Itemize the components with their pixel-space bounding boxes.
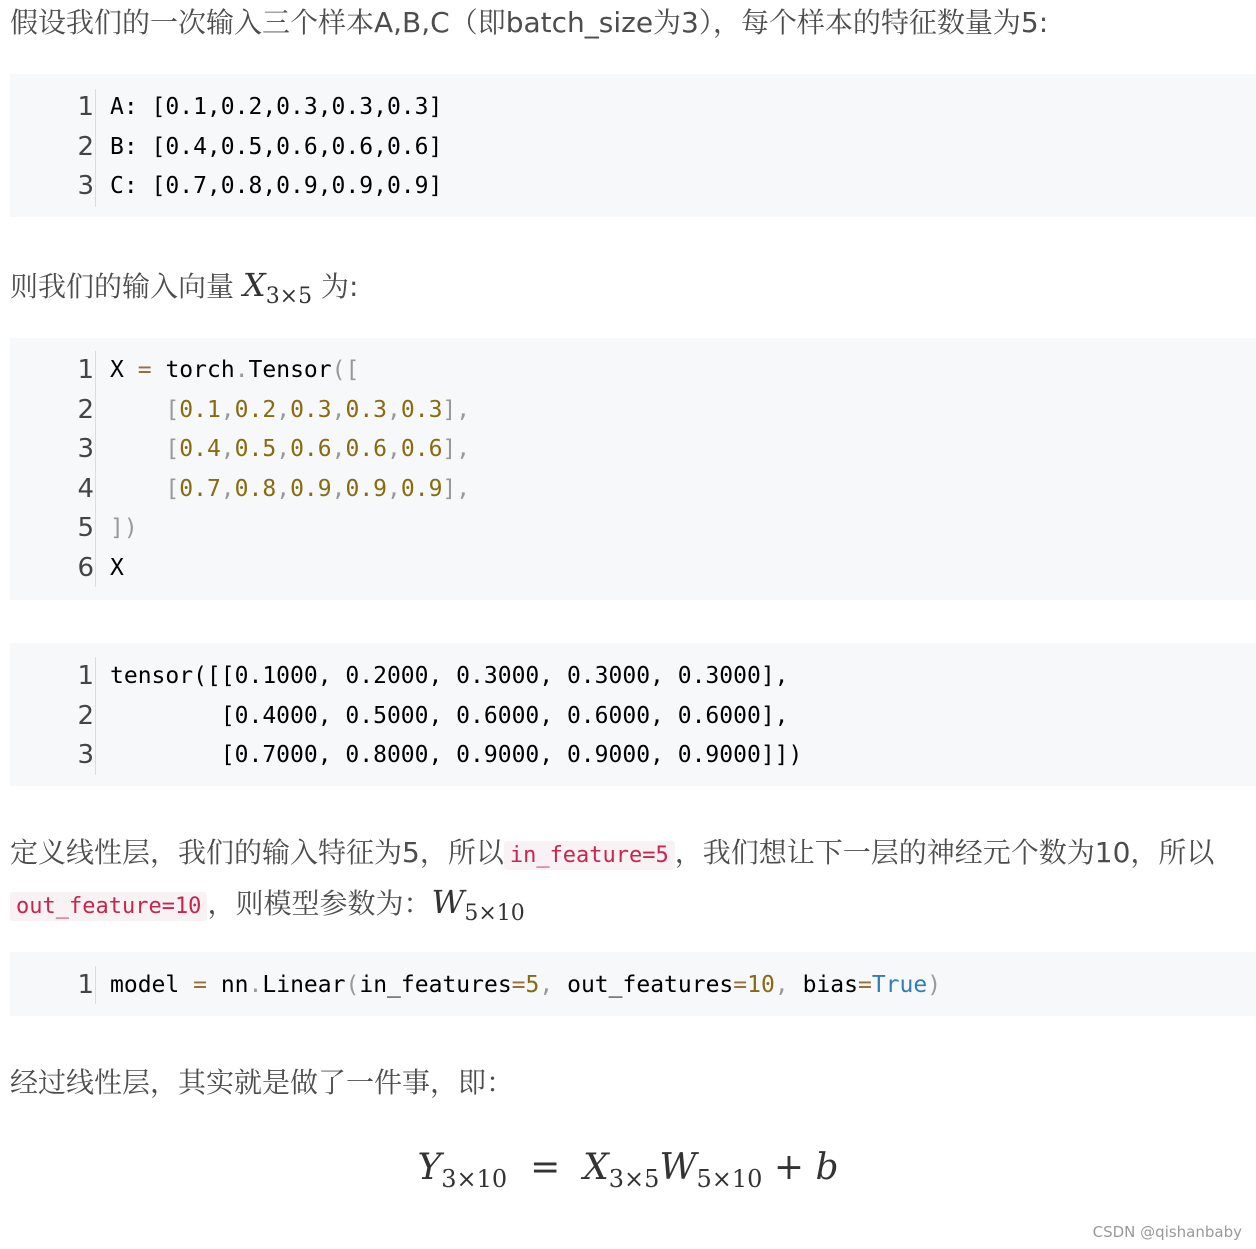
code-num: 0.3 bbox=[345, 396, 388, 423]
code-op: = bbox=[733, 972, 748, 998]
math-x bbox=[242, 266, 313, 309]
math-sub: 3×5 bbox=[608, 1165, 660, 1193]
math-var-x: X bbox=[242, 266, 266, 304]
code-num: 0.9 bbox=[400, 475, 443, 502]
intro-text: 假设我们的一次输入三个样本A,B,C（即batch_size为3），每个样本的特征数量为5: bbox=[10, 6, 1049, 39]
code-line bbox=[10, 167, 1256, 207]
code-punc: , bbox=[539, 972, 554, 998]
code-text bbox=[110, 966, 941, 1006]
code-line bbox=[10, 88, 1256, 128]
code-num: 0.5 bbox=[234, 436, 277, 463]
code-line bbox=[10, 470, 1256, 510]
code-punc: [ bbox=[165, 396, 180, 423]
code-text: A: [0.1,0.2,0.3,0.3,0.3] bbox=[110, 94, 443, 120]
code-punc: [ bbox=[165, 475, 180, 502]
code-punc: ([ bbox=[331, 357, 360, 383]
code-op: = bbox=[193, 972, 207, 998]
math-var-y: Y bbox=[417, 1147, 442, 1188]
code-text: B: [0.4,0.5,0.6,0.6,0.6] bbox=[110, 133, 443, 160]
code-line bbox=[10, 509, 1256, 549]
input-vector-prefix: 则我们的输入向量 bbox=[10, 270, 243, 303]
math-sub: 3×5 bbox=[265, 284, 313, 309]
code-line bbox=[10, 736, 1256, 776]
code-punc: , bbox=[276, 396, 291, 423]
math-sub: 3×10 bbox=[441, 1165, 508, 1193]
code-num: 0.3 bbox=[400, 396, 443, 423]
line-number: 2 bbox=[77, 700, 94, 731]
code-var: model bbox=[110, 972, 180, 998]
code-punc: . bbox=[234, 357, 249, 383]
line-number: 4 bbox=[77, 473, 94, 504]
code-num: 0.6 bbox=[400, 436, 443, 463]
code-block-tensor-output bbox=[10, 643, 1256, 786]
code-text: C: [0.7,0.8,0.9,0.9,0.9] bbox=[110, 173, 443, 200]
math-var-w: W bbox=[659, 1147, 697, 1188]
code-func: Tensor bbox=[248, 357, 332, 383]
code-punc: , bbox=[276, 475, 291, 502]
code-op: = bbox=[857, 972, 872, 998]
code-punc: ], bbox=[442, 436, 471, 463]
code-arg: in_features bbox=[359, 972, 512, 998]
code-num: 0.4 bbox=[179, 436, 221, 463]
line-number: 3 bbox=[77, 171, 94, 202]
define-layer-text: 定义线性层，我们的输入特征为5，所以 bbox=[10, 836, 504, 869]
code-module: torch bbox=[165, 357, 235, 383]
math-plus: + bbox=[773, 1147, 804, 1188]
code-punc: ], bbox=[442, 396, 471, 423]
line-number: 1 bbox=[77, 92, 94, 122]
math-sub: 5×10 bbox=[464, 901, 525, 926]
after-layer-paragraph bbox=[10, 1060, 1248, 1106]
inline-code-in-feature: in_feature=5 bbox=[504, 841, 675, 870]
line-number: 1 bbox=[77, 661, 94, 691]
code-punc: ], bbox=[442, 475, 471, 502]
math-var-w: W bbox=[431, 883, 465, 921]
code-num: 0.8 bbox=[234, 475, 277, 502]
code-punc: ( bbox=[345, 972, 360, 998]
code-text: [0.4000, 0.5000, 0.6000, 0.6000, 0.6000], bbox=[110, 702, 789, 729]
code-line bbox=[10, 697, 1256, 737]
after-layer-text: 经过线性层，其实就是做了一件事，即： bbox=[10, 1066, 515, 1099]
code-num: 0.6 bbox=[345, 436, 388, 463]
code-punc: . bbox=[248, 972, 263, 998]
code-block-samples bbox=[10, 74, 1256, 217]
code-line bbox=[10, 657, 1256, 697]
code-op: = bbox=[511, 972, 526, 998]
code-num: 0.9 bbox=[345, 475, 388, 502]
line-number: 2 bbox=[77, 131, 94, 162]
code-text bbox=[110, 430, 470, 470]
code-num: 5 bbox=[525, 972, 540, 998]
code-punc: , bbox=[387, 475, 401, 502]
display-formula bbox=[0, 1140, 1256, 1196]
line-number: 1 bbox=[77, 970, 94, 1000]
code-punc: , bbox=[220, 396, 235, 423]
code-line bbox=[10, 966, 1256, 1006]
code-punc: , bbox=[387, 396, 401, 423]
define-layer-paragraph bbox=[10, 830, 1248, 937]
code-punc: , bbox=[220, 436, 235, 463]
define-layer-text: ，则模型参数为： bbox=[207, 887, 432, 920]
line-number: 1 bbox=[77, 355, 94, 385]
intro-paragraph bbox=[10, 0, 1248, 46]
code-num: 0.6 bbox=[290, 436, 332, 463]
code-punc: , bbox=[276, 436, 291, 463]
code-line bbox=[10, 391, 1256, 431]
input-vector-suffix: 为: bbox=[312, 270, 359, 303]
code-num: 0.2 bbox=[234, 396, 277, 423]
code-arg: bias bbox=[802, 972, 858, 998]
code-punc: , bbox=[331, 396, 346, 423]
line-number: 3 bbox=[77, 740, 94, 771]
code-punc: , bbox=[220, 475, 235, 502]
code-line bbox=[10, 351, 1256, 391]
code-punc: ) bbox=[927, 972, 942, 998]
code-text: X bbox=[110, 554, 124, 581]
math-var-b: b bbox=[815, 1147, 839, 1188]
code-arg: out_features bbox=[567, 972, 734, 998]
input-vector-paragraph bbox=[10, 262, 1248, 320]
code-var: X bbox=[110, 357, 124, 383]
code-punc: , bbox=[331, 475, 346, 502]
code-block-model bbox=[10, 952, 1256, 1016]
formula-math bbox=[417, 1147, 839, 1193]
code-text: tensor([[0.1000, 0.2000, 0.3000, 0.3000, 0.3000], bbox=[110, 663, 789, 689]
define-layer-text: ，我们想让下一层的神经元个数为10，所以 bbox=[674, 836, 1215, 869]
code-num: 10 bbox=[747, 972, 775, 998]
math-var-x: X bbox=[583, 1147, 609, 1188]
math-w bbox=[431, 883, 525, 926]
code-punc: , bbox=[774, 972, 789, 998]
code-op: = bbox=[137, 357, 152, 383]
line-number: 2 bbox=[77, 394, 94, 425]
code-text bbox=[110, 351, 359, 391]
math-equals: = bbox=[530, 1147, 561, 1188]
code-keyword: True bbox=[871, 972, 928, 998]
code-num: 0.7 bbox=[179, 475, 221, 502]
math-sub: 5×10 bbox=[696, 1165, 763, 1193]
code-text bbox=[110, 470, 470, 510]
code-num: 0.3 bbox=[290, 396, 332, 423]
code-text bbox=[110, 391, 470, 431]
inline-code-out-feature: out_feature=10 bbox=[10, 892, 207, 921]
code-module: nn bbox=[220, 972, 249, 998]
code-punc: [ bbox=[165, 436, 180, 463]
code-line bbox=[10, 549, 1256, 589]
code-line bbox=[10, 430, 1256, 470]
code-text: ]) bbox=[110, 515, 138, 542]
watermark: CSDN @qishanbaby bbox=[1092, 1223, 1242, 1241]
code-block-tensor-def bbox=[10, 338, 1256, 600]
line-number: 5 bbox=[77, 513, 94, 544]
code-line bbox=[10, 128, 1256, 168]
code-func: Linear bbox=[262, 972, 346, 998]
code-punc: , bbox=[331, 436, 346, 463]
code-num: 0.1 bbox=[179, 396, 221, 423]
code-text: [0.7000, 0.8000, 0.9000, 0.9000, 0.9000]]) bbox=[110, 742, 803, 769]
line-number: 6 bbox=[77, 552, 94, 583]
code-punc: , bbox=[387, 436, 401, 463]
code-num: 0.9 bbox=[290, 475, 332, 502]
line-number: 3 bbox=[77, 434, 94, 465]
